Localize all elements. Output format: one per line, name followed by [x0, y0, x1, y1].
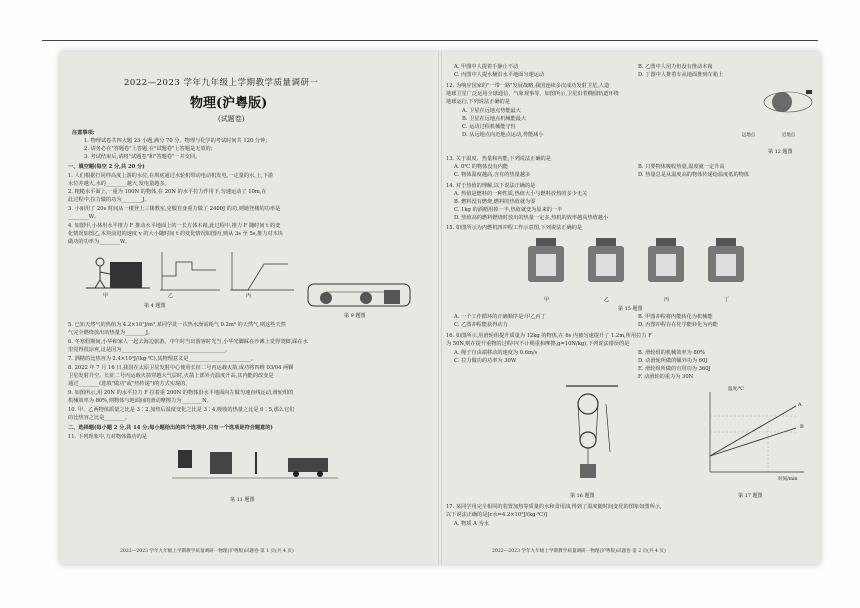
question-line: 13. 关于温度、热量和内能,下列说法正确的是: [446, 156, 551, 162]
satellite-icon: [806, 90, 812, 94]
question-line: 16. 如图所示,用滑轮组提升质量为 12kg 的物体,在 6s 内被匀速提升了 1.2m,所用拉力 F: [446, 333, 652, 339]
question-line: 的比热容之比是________。: [68, 415, 131, 421]
question-line: 11. 下列现象中,力对物体做功的是: [68, 434, 147, 440]
figure-12: [760, 80, 816, 130]
option: C. 丙图中人提水桶沿水平地面匀速运动: [454, 72, 545, 78]
engine-icon: [528, 238, 564, 282]
question-line: 1. 人们根据打同样高度上游的水位,在坝底通过水轮机带动电动机发电,一定量的水,上,下游: [68, 173, 274, 179]
question-line: 以下说法正确的是[c水=4.2×10³J/(kg·℃)]: [446, 512, 548, 518]
series-line-a: [710, 406, 796, 456]
figure-11-caption: 第 11 题图: [230, 497, 255, 503]
engine-icon: [708, 238, 744, 282]
option: A. 绳子自由端移动的速度为 0.6m/s: [454, 350, 538, 356]
question-line: 10. 甲、乙两物体质量之比是 3∶2,加热后温度变化之比是 3∶4,吸收的热量之比是 6∶5,那么它们: [68, 407, 295, 413]
figure-15-label: 甲: [544, 297, 550, 303]
exam-paper-type: (试题卷): [218, 115, 245, 123]
option: C. 运动过程机械能守恒: [462, 124, 516, 130]
exam-year-line: 2022—2023 学年九年级上学期教学质量调研一: [124, 78, 319, 88]
option: B. 滑轮组的机械效率为 80%: [638, 350, 705, 356]
figure-17-y-axis-label: 温度/℃: [728, 387, 744, 392]
question-line: 6. 冬寒假期间,小华和家人一起去海边旅游。中午时当出游客时光当,小华光脚踩在沙滩上觉得烫脚,踩在水: [68, 339, 308, 345]
section1-heading: 一、填空题(每空 2 分,共 20 分): [68, 164, 145, 170]
footer-right: 2022—2023 学年九年级上学期教学质量调研一物理(沪粤版)试题卷 第 2 页(共 4 页): [492, 549, 666, 554]
question-line: 9. 如图所示,用 20N 的水平拉力 F 拉着重 200N 的物体沿水平地面向左做匀速直线运动,滑轮组的: [68, 390, 294, 396]
question-line: 4. 如图甲,小林用水平推力 F 推动水平地面上的一长方体木箱,此过程中,推力 F 随时间 t 的变: [68, 223, 281, 229]
option: A. 一个工作循环的正确顺序是:甲乙丙丁: [454, 314, 546, 320]
figure-11: [170, 444, 340, 492]
figure-4-label: 甲: [103, 293, 109, 299]
figure-16: [562, 382, 622, 488]
question-line: 气完全燃烧放出的热量为________J。: [68, 330, 154, 336]
figure-15-label: 乙: [604, 297, 610, 303]
figure-17-caption: 第 17 题图: [738, 493, 763, 499]
question-line: 通过________(选填"做功"或"热传递")的方式实现的。: [68, 381, 191, 387]
engine-icon: [588, 238, 624, 282]
question-line: 2. 粗糙水平面上,一重为 100N 的物体,在 20N 的水平拉力作用下,匀速运动了 10m,在: [68, 189, 267, 195]
figure-15-label: 丙: [664, 297, 670, 303]
box-icon: [110, 262, 142, 288]
earth-icon: [772, 92, 792, 112]
block-icon: [384, 290, 400, 304]
exam-subject-title: 物理(沪粤版): [190, 96, 268, 111]
option: B. 甲图冲程将内能转化为机械能: [638, 314, 713, 320]
series-line-b: [710, 428, 796, 456]
option: D. 动滑轮所做的额外功为 60J: [638, 358, 708, 364]
option: D. 热量总是从温度高的物体传递给温度低的物体: [638, 172, 750, 178]
figure-17-series-label: B: [800, 424, 804, 430]
option: A. 热值是燃料的一种性质,热值大小与燃料放热的多少无关: [454, 191, 588, 197]
person-icon: [96, 258, 104, 266]
option: F. 动滑轮的重力为 30N: [638, 374, 694, 380]
figure-15-caption: 第 15 题图: [618, 306, 643, 312]
option: A. 卫星在远地点势能最大: [462, 108, 521, 114]
notice-item: 1. 物理试卷共四大题 23 小题,满分 70 分。物理与化学的考试时间共 120 分钟;: [84, 138, 268, 144]
option: B. 乙图中人用力但没有推动木箱: [638, 64, 713, 70]
figure-12-caption: 第 12 题图: [768, 149, 793, 155]
figure-12-label: 近地点: [782, 133, 796, 138]
pulley-icon: [580, 432, 596, 448]
figure-12-label: 远地点: [742, 133, 756, 138]
figure-17-series-label: A: [798, 402, 802, 408]
question-line: 地球运行,下列说法正确的是: [446, 99, 510, 105]
option: C. 乙图冲程能获得动力: [454, 322, 508, 328]
footer-left: 2022—2023 学年九年级上学期教学质量调研一物理(沪粤版)试题卷 第 1 页(共 4 页): [120, 549, 294, 554]
exam-paper: [60, 52, 820, 564]
option: C. 物体温度越高,含有的热量越多: [454, 172, 531, 178]
figure-4-caption: 第 4 题图: [144, 303, 166, 309]
figure-17-x-axis-label: 时间/min: [778, 477, 798, 482]
question-line: 此过程中,拉力做的功为________J。: [68, 197, 150, 203]
option: A. 0℃ 的物体没有内能: [454, 164, 509, 170]
question-line: 3. 小丽用了 20s 时间从一楼登上三楼教室,克服自身重力做了 2400J 的功,则她登楼的功率是: [68, 206, 281, 212]
scan-top-line: [42, 40, 818, 41]
question-line: 17. 某同学用完全相同的装置加热等质量的水和食用油,得到了温度随时间变化的图象如图所示,: [446, 504, 662, 510]
question-line: 做功的功率为________W。: [68, 239, 131, 245]
figure-4-label: 乙: [168, 293, 174, 299]
notice-item: 3. 考试结束后,请将"试题卷"和"答题卷"一并交回。: [84, 154, 201, 160]
question-line: 12. 为响应国家的"一带一路"发展战略,我国连续多次成功发射卫星,人造: [446, 83, 610, 89]
question-line: 化情况如图乙,木块前进的速度 v 的大小随时间 t 的变化情况如图丙,则从 3s 至 5s,推力对木块: [68, 231, 283, 237]
question-line: ________W。: [68, 214, 100, 220]
question-line: 8. 2022 年 7 月 16 日,我国在太原卫星发射中心使用长征二号丙运载火箭,成功将四维 03/04 两颗: [68, 365, 294, 371]
truck-icon: [288, 458, 328, 472]
option: A. 甲图中人提着手静止不动: [454, 64, 519, 70]
figure-17: [692, 386, 812, 486]
option: B. 卫星在远地点机械能最大: [462, 116, 527, 122]
weight-icon: [580, 464, 596, 478]
option: D. 丙图冲程存在化学能转化为内能: [638, 322, 718, 328]
option: B. 只要物体吸收热量,温度就一定升高: [638, 164, 725, 170]
question-line: 为 50N,则在提升重物的过程中(不计绳重和摩擦,g=10N/kg),下列说法错误的是: [446, 341, 630, 347]
pulley-icon: [578, 394, 598, 414]
page-left: [60, 52, 438, 564]
person-icon: [178, 450, 192, 468]
option: D. 热值高的燃料燃烧时放出的热量一定多,热机的效率越高热值越小: [454, 215, 609, 221]
box-icon: [210, 452, 232, 474]
figure-4: [80, 248, 300, 328]
question-line: 7. 酒精的比热容为 2.4×10³J/(kg·℃),其物理意义是________________________。: [68, 356, 256, 362]
option: B. 燃料没有燃烧,燃料的热值就为零: [454, 199, 536, 205]
figure-9-caption: 第 9 题图: [344, 313, 366, 319]
engine-icon: [648, 238, 684, 282]
notice-heading: 注意事项:: [72, 130, 95, 136]
option: A. 物质 A 为水: [454, 521, 489, 527]
page-right: [442, 52, 820, 564]
option: D. 丁图中人推着车从地面推到车箱上: [638, 72, 724, 78]
option: E. 滑轮组所做的有用功为 360J: [638, 366, 711, 372]
figure-4-label: 丙: [246, 293, 252, 299]
notice-item: 2. 请务必在"答题卷"上答题,在"试题卷"上答题是无效的;: [84, 146, 213, 152]
figure-15: [522, 236, 762, 294]
question-line: 水位差越大,水的________越大,发电量越多。: [68, 181, 170, 187]
pulley-icon: [320, 292, 332, 304]
pulley-icon: [360, 292, 372, 304]
question-line: 14. 对于热值的理解,以下说法正确的是: [446, 183, 536, 189]
question-line: 机械效率为 80%,则物体与地面间的滑动摩擦力为________N。: [68, 398, 212, 404]
question-line: 15. 如图所示为内燃机四冲程工作示意图,下列说法正确的是: [446, 225, 583, 231]
figure-9: [304, 280, 414, 310]
question-line: 卫星发射升空。长征二号丙运载火箭穿越大气层时,火箭上部外壳温度升高,其内能的改变是: [68, 373, 274, 379]
option: D. 从远地点向近地点运动,势能减小: [462, 132, 544, 138]
question-line: 地球卫星广泛运用全球通信、气象观事等。如图所示,卫星沿着椭圆轨道环绕: [446, 91, 619, 97]
question-line: 5. 已知天然气的热值为 4.2×10⁷J/m³,某同学洗一次热水澡需耗气 0.2m³ 的天然气,则这些天然: [68, 322, 286, 328]
option: C. 1kg 的酒精用掉一半,热值就变为原来的一半: [454, 207, 563, 213]
option: C. 拉力做功的功率为 30W: [454, 358, 517, 364]
section2-heading: 二、选择题(每小题 2 分,共 14 分;每小题给出的四个选项中,只有一个选项是符合题意的): [68, 425, 273, 431]
question-line: 里觉得很凉爽,这是因为________________________________________。: [68, 347, 231, 353]
figure-16-caption: 第 16 题图: [570, 493, 595, 499]
figure-15-label: 丁: [724, 297, 730, 303]
